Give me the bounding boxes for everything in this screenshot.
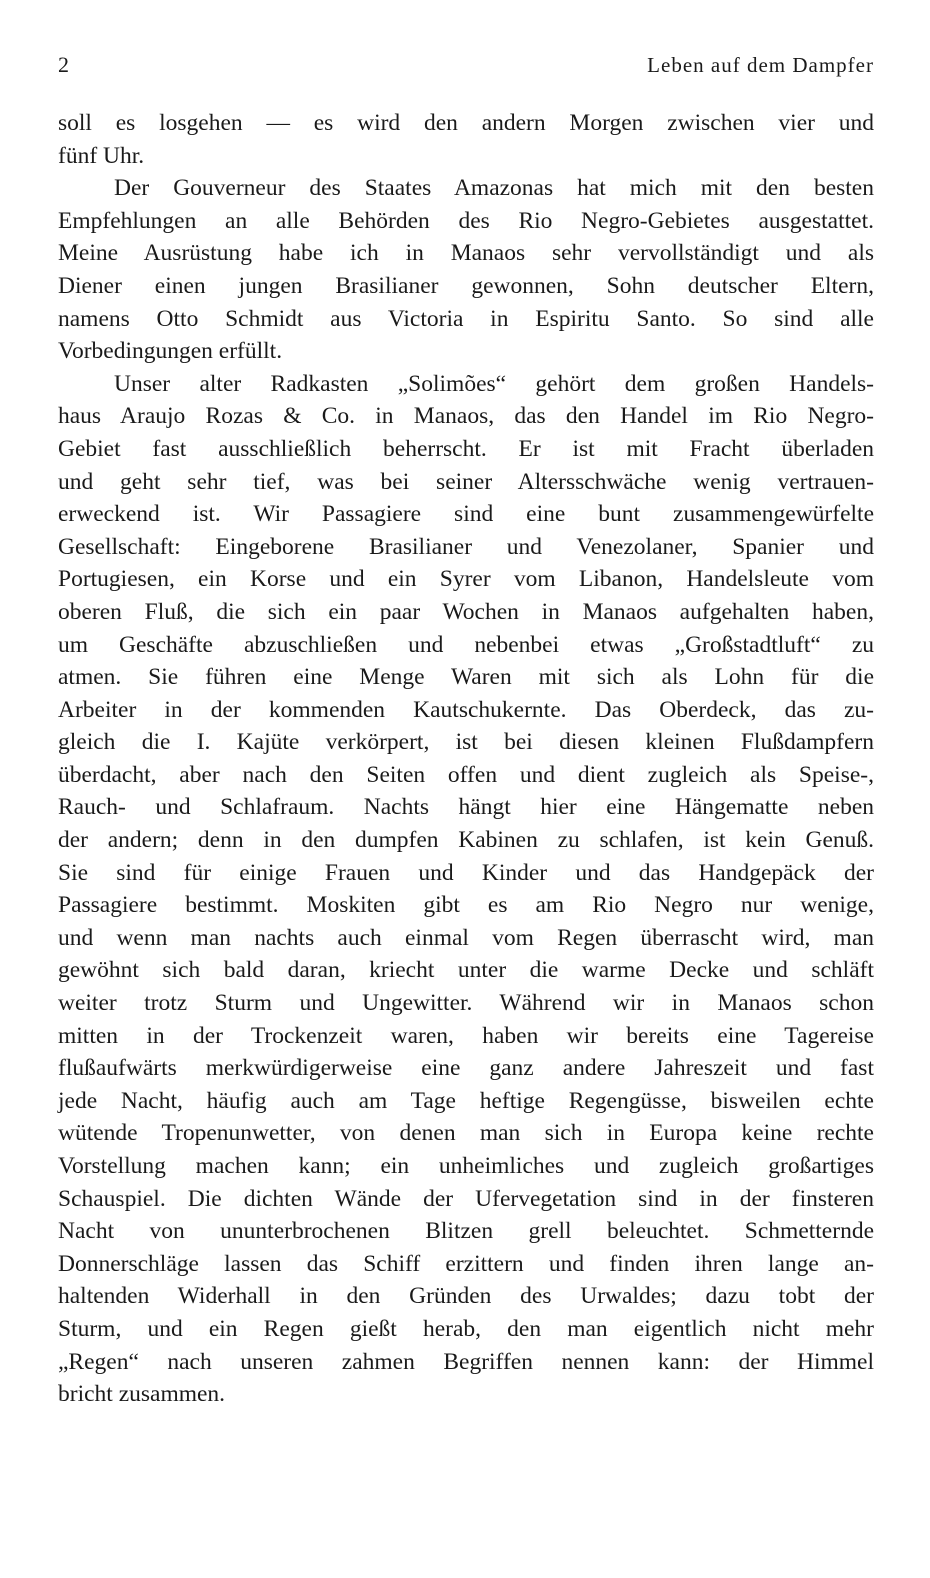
text-line: atmen. Sie führen eine Menge Waren mit sich als Lohn für die [58, 664, 874, 691]
text-line: Passagiere bestimmt. Moskiten gibt es am Rio Negro nur wenige, [58, 892, 874, 919]
text-line: und wenn man nachts auch einmal vom Regen überrascht wird, man [58, 924, 874, 951]
text-line: Vorbedingungen erfüllt. [58, 338, 283, 365]
text-line: Rauch- und Schlafraum. Nachts hängt hier eine Hängematte neben [58, 794, 874, 821]
text-line: der andern; denn in den dumpfen Kabinen zu schlafen, ist kein Genuß. [58, 827, 874, 854]
text-line: gleich die I. Kajüte verkörpert, ist bei diesen kleinen Flußdampfern [58, 729, 874, 756]
text-line: haltenden Widerhall in den Gründen des Urwaldes; dazu tobt der [58, 1283, 874, 1310]
text-line: Arbeiter in der kommenden Kautschukernte. Das Oberdeck, das zu- [58, 696, 874, 723]
text-line: soll es losgehen — es wird den andern Morgen zwischen vier und [58, 110, 874, 136]
text-line: Gebiet fast ausschließlich beherrscht. Er ist mit Fracht überladen [58, 435, 874, 462]
text-line: Meine Ausrüstung habe ich in Manaos sehr vervollständigt und als [58, 240, 874, 267]
text-line: Diener einen jungen Brasilianer gewonnen, Sohn deutscher Eltern, [58, 272, 874, 299]
text-line: Sie sind für einige Frauen und Kinder und das Handgepäck der [58, 859, 874, 886]
text-line: Der Gouverneur des Staates Amazonas hat mich mit den besten [114, 175, 874, 202]
text-line: wütende Tropenunwetter, von denen man sich in Europa keine rechte [58, 1120, 874, 1147]
text-line: mitten in der Trockenzeit waren, haben wir bereits eine Tagereise [58, 1022, 874, 1049]
text-line: flußaufwärts merkwürdigerweise eine ganz andere Jahreszeit und fast [58, 1055, 874, 1082]
text-line: Portugiesen, ein Korse und ein Syrer vom Libanon, Handelsleute vom [58, 566, 874, 593]
running-title: Leben auf dem Dampfer [647, 53, 874, 77]
body-text [58, 107, 874, 1411]
text-line: weiter trotz Sturm und Ungewitter. Während wir in Manaos schon [58, 990, 874, 1017]
text-line: Sturm, und ein Regen gießt herab, den man eigentlich nicht mehr [58, 1315, 874, 1342]
text-line: oberen Fluß, die sich ein paar Wochen in Manaos aufgehalten haben, [58, 598, 874, 625]
text-line: jede Nacht, häufig auch am Tage heftige Regengüsse, bisweilen echte [58, 1087, 874, 1114]
text-line: Gesellschaft: Eingeborene Brasilianer und Venezolaner, Spanier und [58, 533, 874, 560]
text-line: Vorstellung machen kann; ein unheimliches und zugleich großartiges [58, 1153, 874, 1179]
text-line: haus Araujo Rozas & Co. in Manaos, das den Handel im Rio Negro- [58, 403, 874, 430]
running-head [58, 48, 874, 82]
text-line: überdacht, aber nach den Seiten offen und dient zugleich als Speise-, [58, 761, 874, 788]
text-line: Nacht von ununterbrochenen Blitzen grell beleuchtet. Schmetternde [58, 1218, 874, 1245]
text-line: gewöhnt sich bald daran, kriecht unter die warme Decke und schläft [58, 957, 874, 984]
text-line: erweckend ist. Wir Passagiere sind eine bunt zusammengewürfelte [58, 501, 874, 528]
text-line: Schauspiel. Die dichten Wände der Ufervegetation sind in der finsteren [58, 1185, 874, 1212]
page-number: 2 [58, 52, 70, 77]
text-line: Donnerschläge lassen das Schiff erzittern und finden ihren lange an- [58, 1250, 874, 1277]
text-line: um Geschäfte abzuschließen und nebenbei etwas „Großstadtluft“ zu [58, 631, 874, 658]
text-line: Empfehlungen an alle Behörden des Rio Negro-Gebietes ausgestattet. [58, 207, 874, 234]
text-line: Unser alter Radkasten „Solimões“ gehört dem großen Handels- [114, 370, 874, 397]
text-line: fünf Uhr. [58, 142, 145, 169]
text-line: und geht sehr tief, was bei seiner Altersschwäche wenig vertrauen- [58, 468, 874, 495]
text-line: namens Otto Schmidt aus Victoria in Espiritu Santo. So sind alle [58, 305, 874, 332]
text-line: bricht zusammen. [58, 1381, 226, 1408]
text-line: „Regen“ nach unseren zahmen Begriffen nennen kann: der Himmel [58, 1348, 874, 1375]
